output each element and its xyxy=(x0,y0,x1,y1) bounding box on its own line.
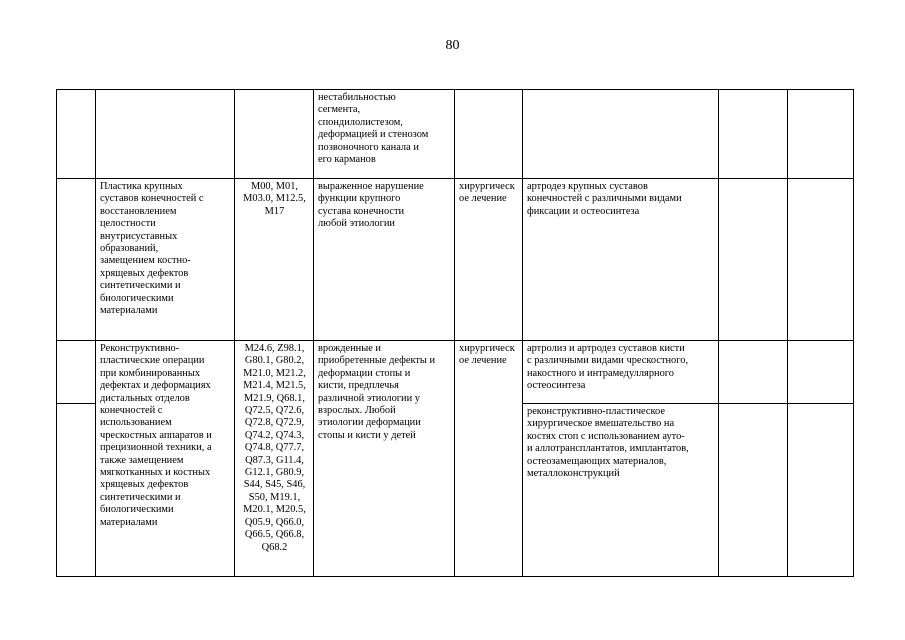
page-number: 80 xyxy=(445,38,460,53)
treatment-method-cell xyxy=(523,90,719,179)
empty-cell xyxy=(788,90,854,179)
icd-codes-cell: M24.6, Z98.1, G80.1, G80.2, M21.0, M21.2, M21.4, M21.5, M21.9, Q68.1, Q72.5, Q72.6, Q72.8, Q72.9, Q74.2, Q74.3, Q74.8, Q77.7, Q87.3, G11.4, G12.1, G80.9, S44, S45, S46, S50, M19.1, M20.1, M20.5, Q05.9, Q66.0, Q66.5, Q66.8, Q68.2 xyxy=(235,341,314,577)
treatment-type-cell: хирургическ ое лечение xyxy=(455,179,523,341)
treatment-method-cell: артродез крупных суставов конечностей с различными видами фиксации и остеосинтеза xyxy=(523,179,719,341)
empty-cell xyxy=(788,341,854,404)
procedure-name-cell xyxy=(96,90,235,179)
empty-cell xyxy=(788,179,854,341)
table-row xyxy=(57,341,854,404)
condition-cell: нестабильностью сегмента, спондилолистезом, деформацией и стенозом позвоночного канала и его карманов xyxy=(314,90,455,179)
condition-cell: врожденные и приобретенные дефекты и деформации стопы и кисти, предплечья различной этиологии у взрослых. Любой этиологии деформации стопы и кисти у детей xyxy=(314,341,455,577)
row-number-cell xyxy=(57,90,96,179)
table-row xyxy=(57,179,854,341)
treatment-type-cell: хирургическ ое лечение xyxy=(455,341,523,577)
procedure-name-cell: Реконструктивно- пластические операции при комбинированных дефектах и деформациях дистальных отделов конечностей с использованием чрескостных аппаратов и прецизионной техники, а также замещением мягкотканных и костных хрящевых дефектов синтетическими и биологическими материалами xyxy=(96,341,235,577)
empty-cell xyxy=(788,404,854,577)
treatment-method-cell: артролиз и артродез суставов кисти с различными видами чрескостного, накостного и интрамедуллярного остеосинтеза xyxy=(523,341,719,404)
empty-cell xyxy=(719,341,788,404)
icd-codes-cell: M00, M01, M03.0, M12.5, M17 xyxy=(235,179,314,341)
icd-codes-cell xyxy=(235,90,314,179)
treatment-type-cell xyxy=(455,90,523,179)
row-number-cell xyxy=(57,341,96,404)
treatment-method-cell: реконструктивно-пластическое хирургическое вмешательство на костях стоп с использованием ауто- и аллотрансплантатов, имплантатов, остеозамещающих материалов, металлоконструкций xyxy=(523,404,719,577)
row-number-cell xyxy=(57,404,96,577)
empty-cell xyxy=(719,404,788,577)
row-number-cell xyxy=(57,179,96,341)
empty-cell xyxy=(719,90,788,179)
procedure-name-cell: Пластика крупных суставов конечностей с восстановлением целостности внутрисуставных образований, замещением костно- хрящевых дефектов синтетическими и биологическими материалами xyxy=(96,179,235,341)
condition-cell: выраженное нарушение функции крупного сустава конечности любой этиологии xyxy=(314,179,455,341)
empty-cell xyxy=(719,179,788,341)
medical-care-table xyxy=(56,89,854,577)
table-row xyxy=(57,90,854,179)
